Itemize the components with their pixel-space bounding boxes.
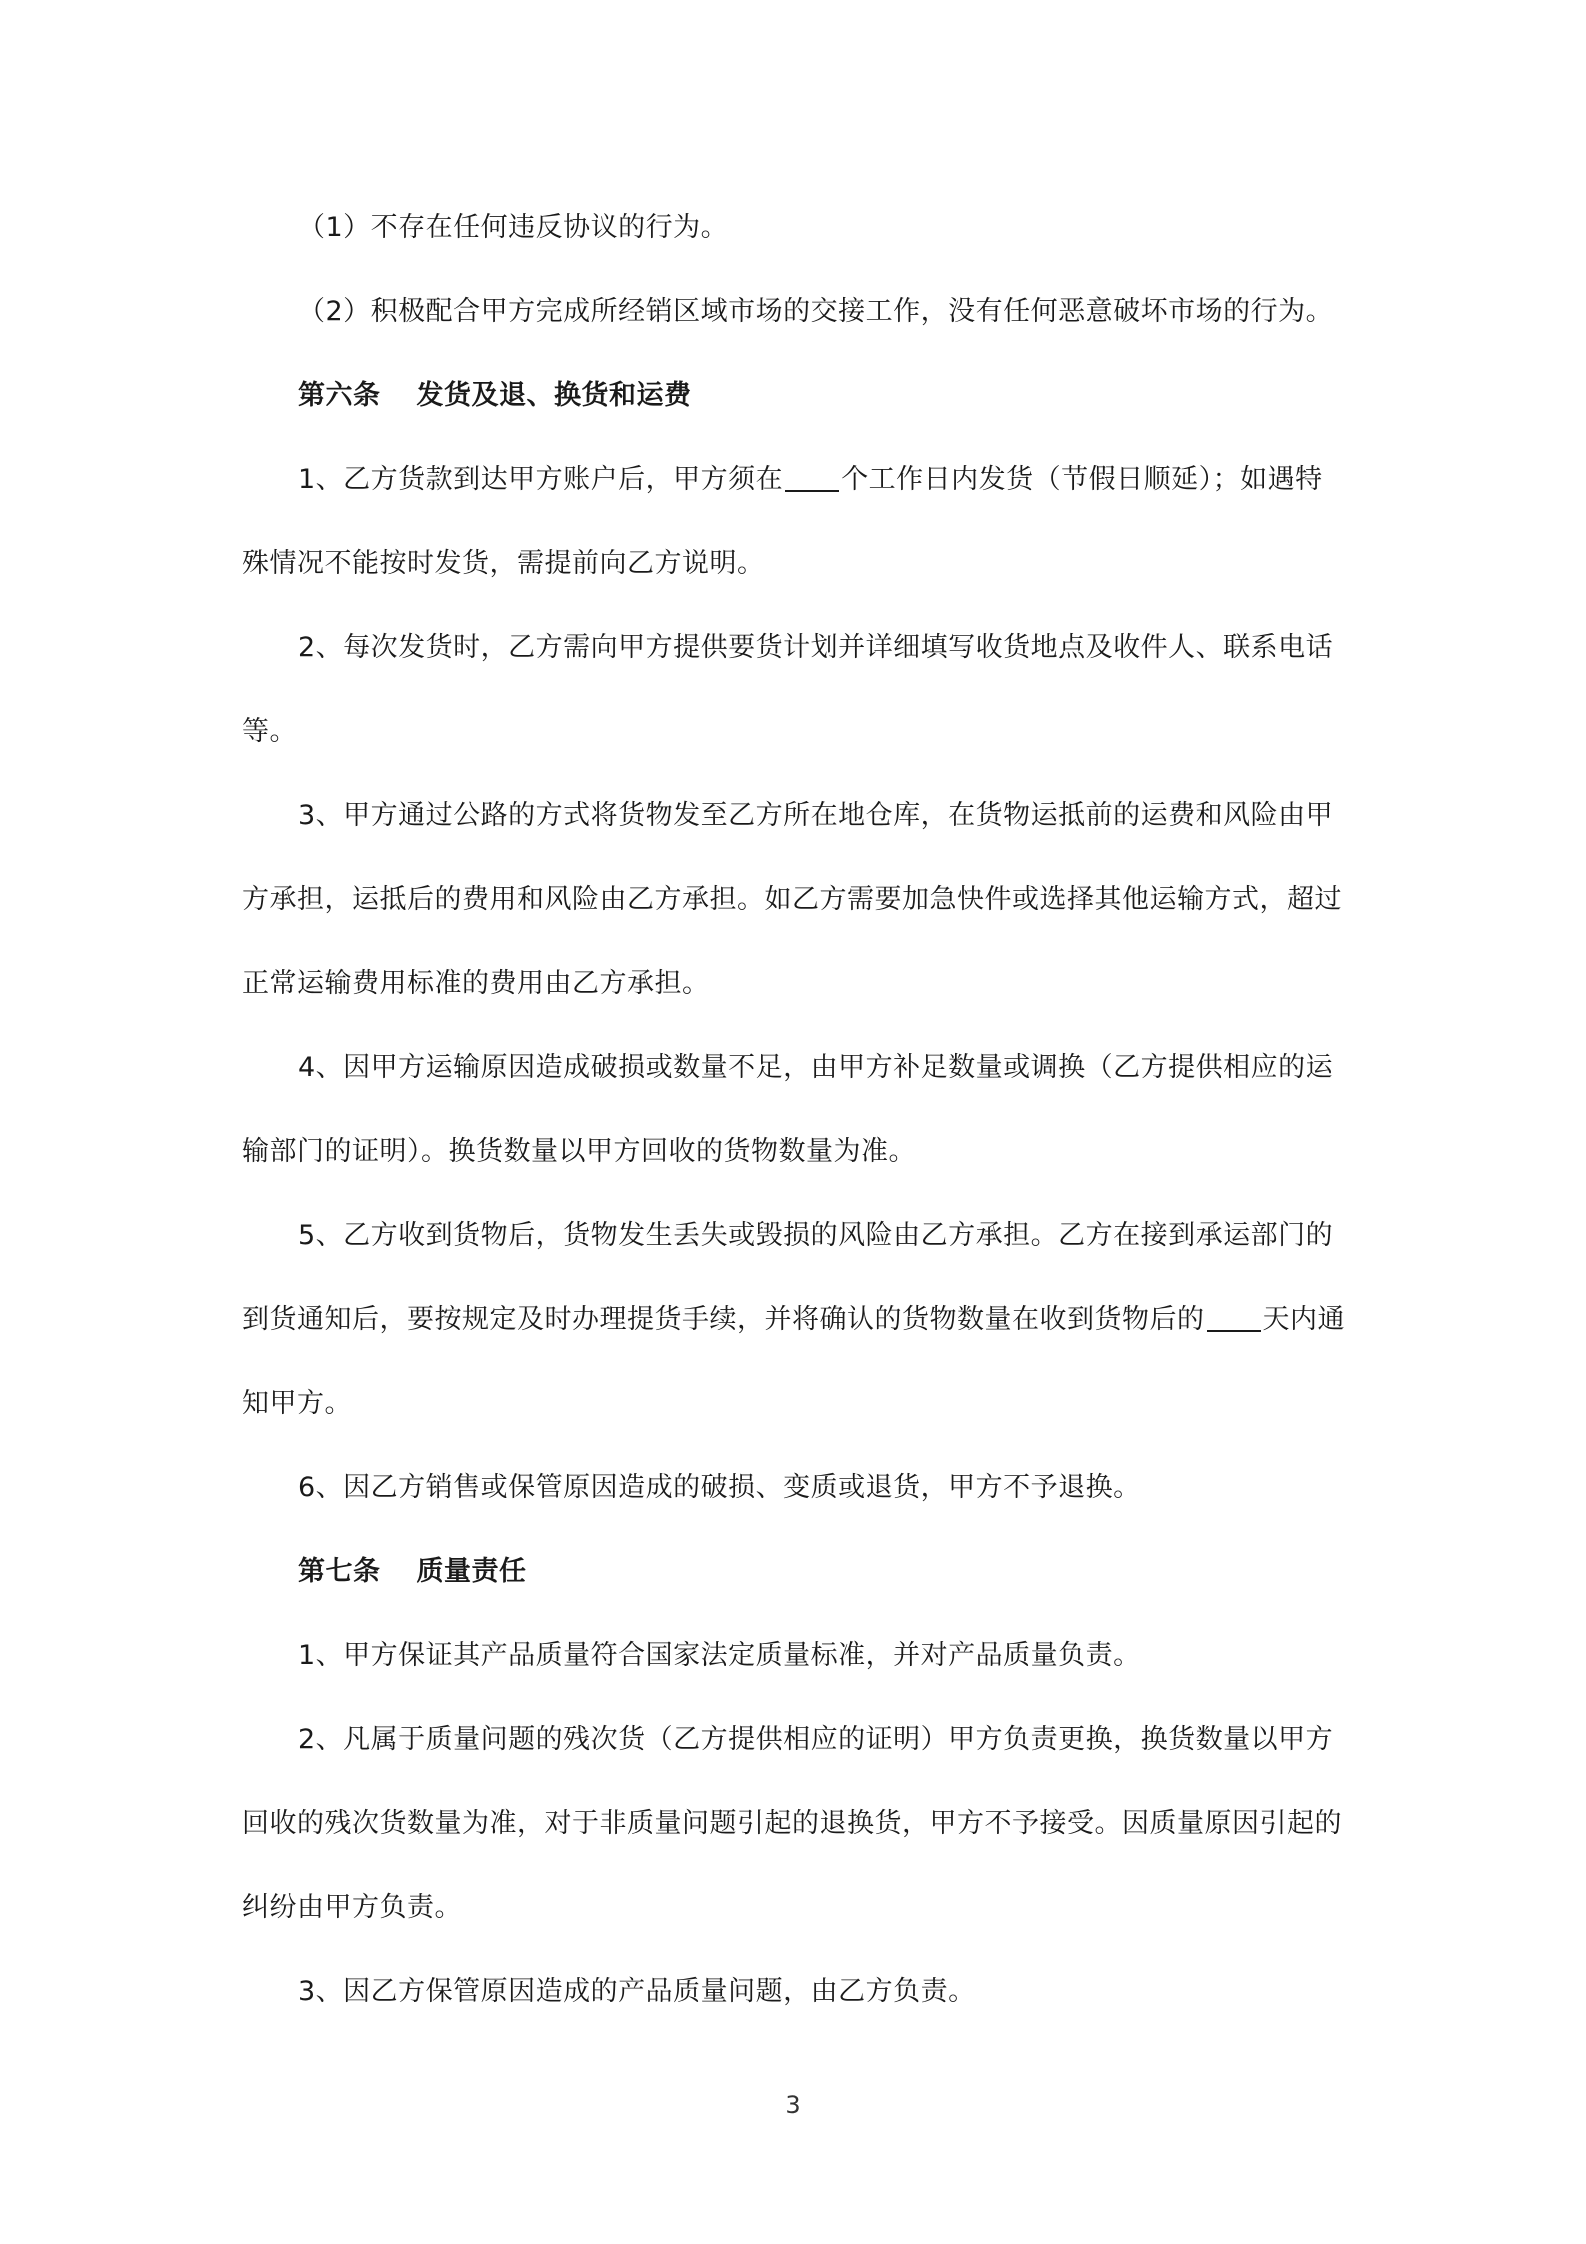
article-6-paragraph-2-line-1 (298, 628, 1362, 668)
article-6-paragraph-1-line-1 (298, 460, 1362, 500)
page-number: 3 (785, 2091, 801, 2119)
paragraph-text: 1、乙方货款到达甲方账户后，甲方须在 (298, 464, 784, 495)
clause-item-2 (298, 292, 1362, 332)
article-6-paragraph-1-line-2 (242, 544, 1362, 584)
article-6-paragraph-3-line-1 (298, 796, 1362, 836)
article-6-paragraph-5-line-2 (242, 1300, 1362, 1340)
paragraph-text: 输部门的证明）。换货数量以甲方回收的货物数量为准。 (242, 1136, 916, 1167)
article-6-paragraph-6 (298, 1468, 1362, 1508)
article-6-paragraph-4-line-2 (242, 1132, 1362, 1172)
article-6-paragraph-3-line-2 (242, 880, 1362, 920)
article-7-title: 质量责任 (416, 1556, 527, 1587)
paragraph-text: 1、甲方保证其产品质量符合国家法定质量标准，并对产品质量负责。 (298, 1640, 1141, 1671)
paragraph-text: 方承担，运抵后的费用和风险由乙方承担。如乙方需要加急快件或选择其他运输方式，超过 (242, 884, 1342, 915)
clause-item-1-text: （1）不存在任何违反协议的行为。 (298, 212, 729, 243)
fill-in-blank-workdays (785, 463, 839, 492)
clause-item-2-text: （2）积极配合甲方完成所经销区域市场的交接工作，没有任何恶意破坏市场的行为。 (298, 296, 1334, 327)
fill-in-blank-days (1207, 1303, 1261, 1332)
paragraph-text: 3、甲方通过公路的方式将货物发至乙方所在地仓库，在货物运抵前的运费和风险由甲 (298, 800, 1334, 831)
paragraph-text: 天内通 (1262, 1304, 1345, 1335)
article-6-heading (298, 376, 1362, 416)
paragraph-text: 5、乙方收到货物后，货物发生丢失或毁损的风险由乙方承担。乙方在接到承运部门的 (298, 1220, 1334, 1251)
paragraph-text: 到货通知后，要按规定及时办理提货手续，并将确认的货物数量在收到货物后的 (242, 1304, 1205, 1335)
paragraph-text: 纠纷由甲方负责。 (242, 1892, 462, 1923)
article-6-paragraph-3-line-3 (242, 964, 1362, 1004)
paragraph-text: 回收的残次货数量为准，对于非质量问题引起的退换货，甲方不予接受。因质量原因引起的 (242, 1808, 1342, 1839)
article-7-paragraph-2-line-1 (298, 1720, 1362, 1760)
article-7-heading (298, 1552, 1362, 1592)
article-7-paragraph-2-line-3 (242, 1888, 1362, 1928)
paragraph-text: 知甲方。 (242, 1388, 352, 1419)
clause-item-1 (298, 208, 1362, 248)
paragraph-text: 2、每次发货时，乙方需向甲方提供要货计划并详细填写收货地点及收件人、联系电话 (298, 632, 1334, 663)
article-6-paragraph-4-line-1 (298, 1048, 1362, 1088)
article-6-paragraph-2-line-2 (242, 712, 1362, 752)
article-7-paragraph-3 (298, 1972, 1362, 2012)
paragraph-text: 6、因乙方销售或保管原因造成的破损、变质或退货，甲方不予退换。 (298, 1472, 1141, 1503)
article-6-paragraph-5-line-1 (298, 1216, 1362, 1256)
article-6-title: 发货及退、换货和运费 (416, 380, 692, 411)
article-7-paragraph-2-line-2 (242, 1804, 1362, 1844)
article-7-number: 第七条 (298, 1556, 381, 1587)
paragraph-text: 个工作日内发货（节假日顺延）；如遇特 (841, 464, 1323, 495)
paragraph-text: 4、因甲方运输原因造成破损或数量不足，由甲方补足数量或调换（乙方提供相应的运 (298, 1052, 1334, 1083)
paragraph-text: 等。 (242, 716, 297, 747)
paragraph-text: 正常运输费用标准的费用由乙方承担。 (242, 968, 710, 999)
article-6-paragraph-5-line-3 (242, 1384, 1362, 1424)
article-6-number: 第六条 (298, 380, 381, 411)
article-7-paragraph-1 (298, 1636, 1362, 1676)
paragraph-text: 2、凡属于质量问题的残次货（乙方提供相应的证明）甲方负责更换，换货数量以甲方 (298, 1724, 1334, 1755)
paragraph-text: 殊情况不能按时发货，需提前向乙方说明。 (242, 548, 765, 579)
paragraph-text: 3、因乙方保管原因造成的产品质量问题，由乙方负责。 (298, 1976, 976, 2007)
